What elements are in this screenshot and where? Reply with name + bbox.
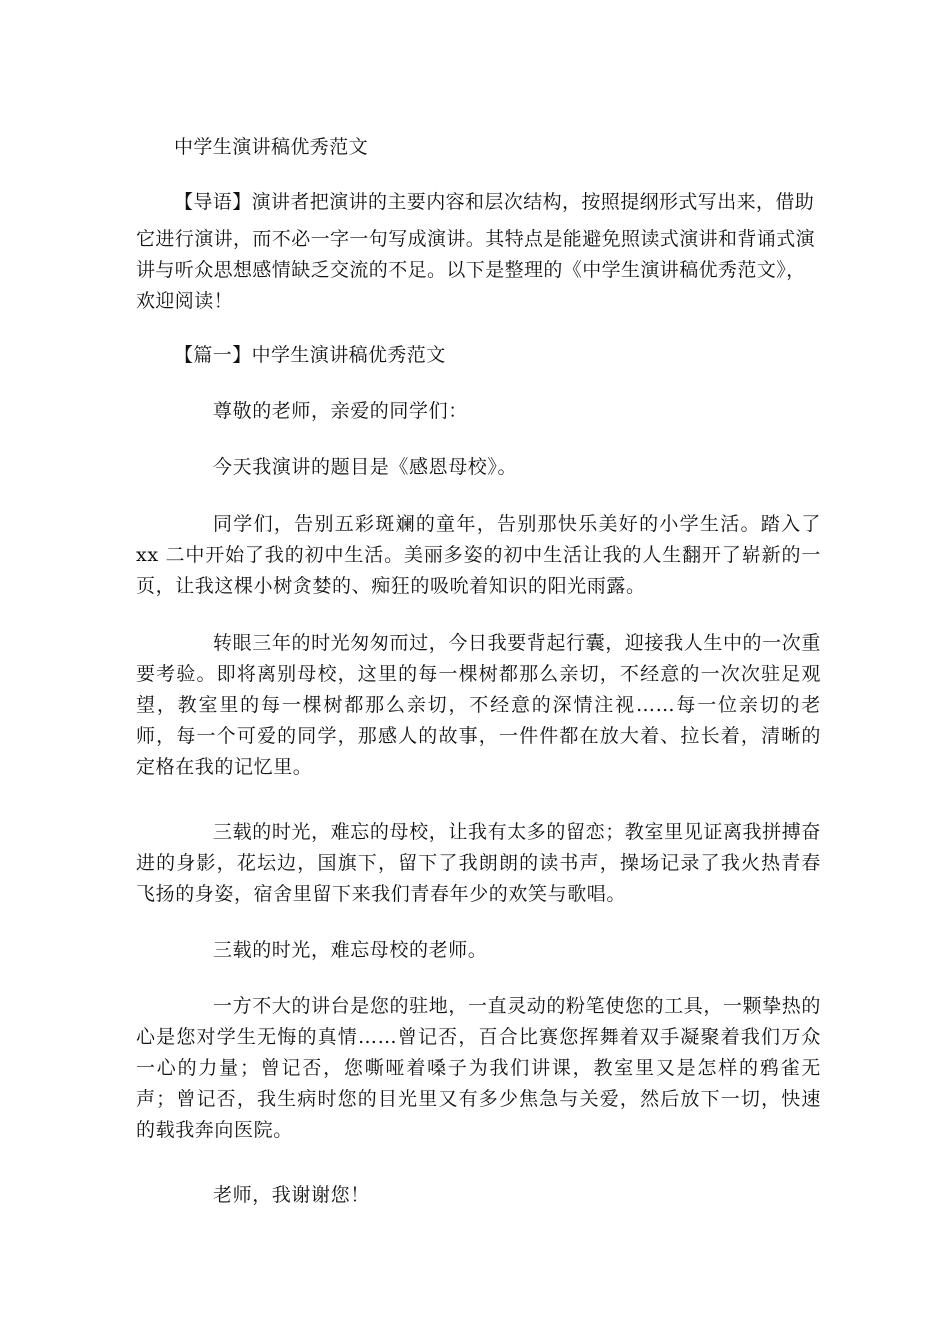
paragraph-greeting: 尊敬的老师，亲爱的同学们： <box>213 400 468 422</box>
paragraph-thanks: 老师，我谢谢您！ <box>213 1184 370 1206</box>
intro-line-3: 讲与听众思想感情缺乏交流的不足。以下是整理的《中学生演讲稿优秀范文》， <box>136 259 806 281</box>
paragraph-topic: 今天我演讲的题目是《感恩母校》。 <box>213 456 518 478</box>
intro-line-2: 它进行演讲，而不必一字一句写成演讲。其特点是能避免照读式演讲和背诵式演 <box>136 228 816 250</box>
intro-line-4: 欢迎阅读！ <box>136 290 234 312</box>
document-title: 中学生演讲稿优秀范文 <box>174 136 369 158</box>
section-title: 【篇一】中学生演讲稿优秀范文 <box>174 344 446 366</box>
paragraph-farewell-childhood: 同学们，告别五彩斑斓的童年，告别那快乐美好的小学生活。踏入了 xx 二中开始了我的初中生活。美丽多姿的初中生活让我的人生翻开了崭新的一页，让我这棵小树贪婪的、痴狂的吸吮着知识的阳光雨露。 <box>136 513 821 597</box>
paragraph-three-years: 转眼三年的时光匆匆而过，今日我要背起行囊，迎接我人生中的一次重要考验。即将离别母校，这里的每一棵树都那么亲切，不经意的一次次驻足观望，教室里的每一棵树都那么亲切，不经意的深情注视……每一位亲切的老师，每一个可爱的同学，那感人的故事，一件件都在放大着、拉长着，清晰的定格在我的记忆里。 <box>136 632 821 778</box>
paragraph-teachers: 三载的时光，难忘母校的老师。 <box>213 939 488 961</box>
intro-line-1: 【导语】演讲者把演讲的主要内容和层次结构，按照提纲形式写出来，借助 <box>174 191 815 213</box>
paragraph-memories: 三载的时光，难忘的母校，让我有太多的留恋；教室里见证离我拼搏奋进的身影，花坛边，国旗下，留下了我朗朗的读书声，操场记录了我火热青春飞扬的身姿，宿舍里留下来我们青春年少的欢笑与歌唱。 <box>136 821 821 905</box>
paragraph-podium: 一方不大的讲台是您的驻地，一直灵动的粉笔使您的工具，一颗挚热的心是您对学生无悔的真情……曾记否，百合比赛您挥舞着双手凝聚着我们万众一心的力量；曾记否，您嘶哑着嗓子为我们讲课，教室里又是怎样的鸦雀无声；曾记否，我生病时您的目光里又有多少焦急与关爱，然后放下一切，快速的载我奔向医院。 <box>136 995 821 1141</box>
